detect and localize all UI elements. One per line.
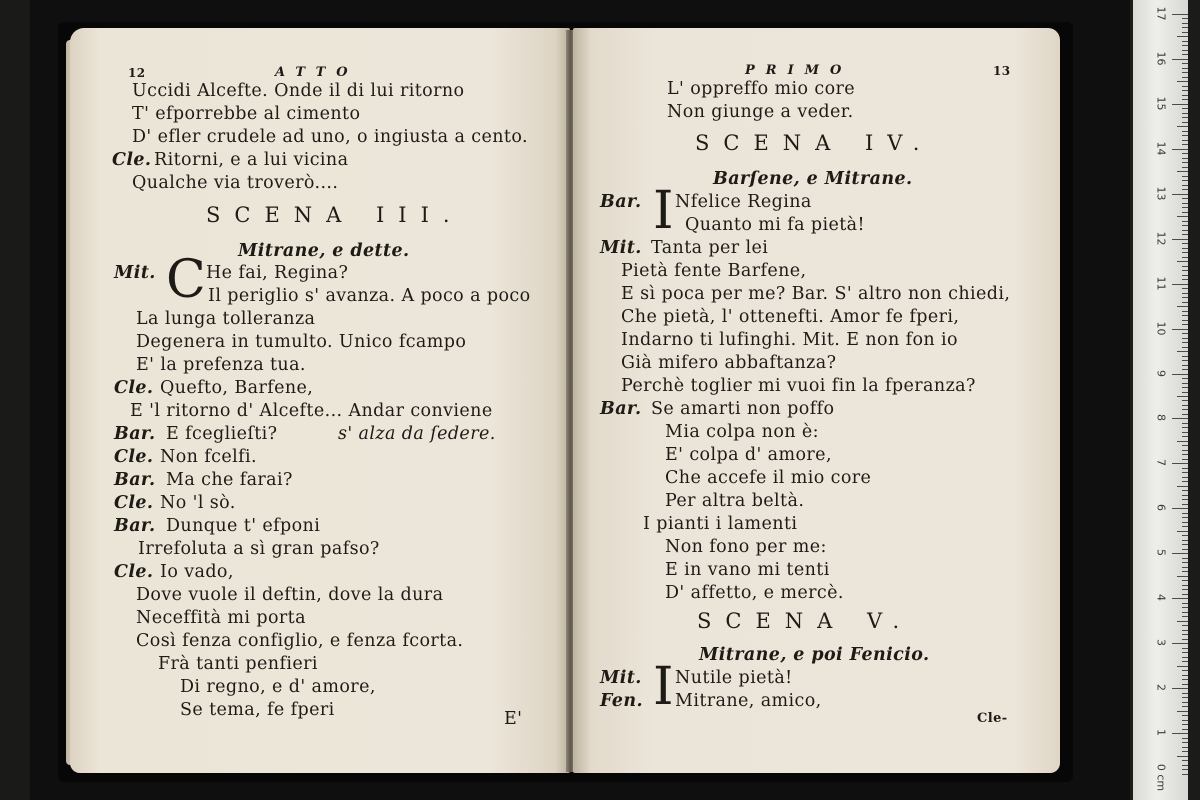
ruler-label: 16 bbox=[1154, 51, 1168, 66]
speaker-label: Bar. bbox=[114, 424, 156, 444]
text-line: E fceglieſti? bbox=[166, 424, 278, 444]
ruler-label: 7 bbox=[1154, 459, 1168, 467]
ruler-label: 8 bbox=[1154, 414, 1168, 422]
text-line: La lunga tolleranza bbox=[136, 309, 316, 329]
text-line: Non fcelfi. bbox=[160, 447, 257, 467]
text-line: Qualche via troverò.... bbox=[132, 173, 339, 193]
text-line: D' affetto, e mercè. bbox=[665, 583, 844, 603]
ruler-tick bbox=[1172, 463, 1188, 464]
stage-direction: Barſene, e Mitrane. bbox=[713, 169, 913, 189]
text-line: Quanto mi fa pietà! bbox=[685, 215, 865, 235]
ruler-label: 15 bbox=[1154, 96, 1168, 111]
text-line: Tanta per lei bbox=[651, 238, 769, 258]
ruler-tick bbox=[1172, 508, 1188, 509]
text-line: Il periglio s' avanza. A poco a poco bbox=[208, 286, 531, 306]
text-line: E 'l ritorno d' Alcefte... Andar conviene bbox=[130, 401, 493, 421]
text-line: He fai, Regina? bbox=[206, 263, 349, 283]
text-line: Se amarti non poffo bbox=[651, 399, 835, 419]
catchword: E' bbox=[504, 709, 523, 729]
text-line: Ma che farai? bbox=[166, 470, 293, 490]
ruler-tick bbox=[1177, 621, 1188, 622]
ruler-tick bbox=[1177, 306, 1188, 307]
text-line: Per altra beltà. bbox=[665, 491, 805, 511]
measuring-ruler bbox=[1133, 0, 1191, 800]
speaker-label: Cle. bbox=[114, 447, 154, 467]
ruler-label: 11 bbox=[1154, 276, 1168, 291]
speaker-label: Cle. bbox=[114, 378, 154, 398]
scene-heading: SCENA III. bbox=[206, 203, 464, 227]
text-line: Dove vuole il deftin, dove la dura bbox=[136, 585, 444, 605]
text-line: E' colpa d' amore, bbox=[665, 445, 832, 465]
text-line: I pianti i lamenti bbox=[643, 514, 798, 534]
text-line: E sì poca per me? Bar. S' altro non chiedi, bbox=[621, 284, 1011, 304]
text-line: D' efler crudele ad uno, o ingiusta a cento. bbox=[132, 127, 528, 147]
speaker-label: Mit. bbox=[600, 238, 642, 258]
drop-cap: C bbox=[166, 250, 206, 310]
speaker-label: Bar. bbox=[114, 516, 156, 536]
ruler-label: 0 cm bbox=[1154, 763, 1168, 792]
ruler-tick bbox=[1172, 733, 1188, 734]
text-line: Irrefoluta a sì gran pafso? bbox=[138, 539, 380, 559]
speaker-label: Fen. bbox=[600, 691, 644, 711]
speaker-label: Cle. bbox=[114, 562, 154, 582]
ruler-label: 13 bbox=[1154, 186, 1168, 201]
text-line: Quefto, Barfene, bbox=[160, 378, 314, 398]
ruler-tick bbox=[1172, 14, 1188, 15]
text-line: Di regno, e d' amore, bbox=[180, 677, 376, 697]
speaker-label: Mit. bbox=[600, 668, 642, 688]
ruler-tick bbox=[1177, 576, 1188, 577]
text-line: Già mifero abbaftanza? bbox=[621, 353, 837, 373]
ruler-label: 12 bbox=[1154, 231, 1168, 246]
ruler-tick bbox=[1172, 374, 1188, 375]
stage-direction: Mitrane, e poi Fenicio. bbox=[699, 645, 930, 665]
ruler-tick bbox=[1177, 36, 1188, 37]
ruler-tick bbox=[1177, 756, 1188, 757]
ruler-tick bbox=[1172, 598, 1188, 599]
right-page bbox=[573, 28, 1060, 773]
ruler-label: 9 bbox=[1154, 369, 1168, 377]
text-line: Mia colpa non è: bbox=[665, 422, 819, 442]
text-line: L' oppreffo mio core bbox=[667, 79, 856, 99]
ruler-tick bbox=[1172, 239, 1188, 240]
ruler-tick bbox=[1172, 418, 1188, 419]
ruler-tick bbox=[1177, 351, 1188, 352]
text-line: Neceffità mi porta bbox=[136, 608, 306, 628]
page-number: 12 bbox=[128, 66, 146, 80]
text-line: Nutile pietà! bbox=[675, 668, 793, 688]
text-line: Così fenza configlio, e fenza fcorta. bbox=[136, 631, 464, 651]
speaker-label: Bar. bbox=[600, 399, 642, 419]
text-line: Mitrane, amico, bbox=[675, 691, 822, 711]
text-line: Frà tanti penfieri bbox=[158, 654, 318, 674]
ruler-tick bbox=[1177, 711, 1188, 712]
speaker-label: Bar. bbox=[114, 470, 156, 490]
drop-cap: I bbox=[653, 181, 674, 241]
ruler-label: 3 bbox=[1154, 639, 1168, 647]
ruler-tick bbox=[1177, 531, 1188, 532]
speaker-label: Cle. bbox=[114, 493, 154, 513]
text-line: Degenera in tumulto. Unico fcampo bbox=[136, 332, 467, 352]
ruler-tick bbox=[1172, 59, 1188, 60]
running-head: ATTO bbox=[275, 65, 359, 80]
speaker-label: Bar. bbox=[600, 192, 642, 212]
text-line: Non giunge a veder. bbox=[667, 102, 854, 122]
ruler-tick bbox=[1177, 261, 1188, 262]
speaker-label: Mit. bbox=[114, 263, 156, 283]
text-line: Ritorni, e a lui vicina bbox=[154, 150, 349, 170]
speaker-label: Cle. bbox=[112, 150, 152, 170]
stage-direction: Mitrane, e dette. bbox=[238, 241, 410, 261]
ruler-tick bbox=[1177, 441, 1188, 442]
ruler-tick bbox=[1172, 688, 1188, 689]
text-line: T' efporrebbe al cimento bbox=[132, 104, 361, 124]
ruler-label: 14 bbox=[1154, 141, 1168, 156]
text-line: Dunque t' efponi bbox=[166, 516, 321, 536]
text-line: Pietà fente Barfene, bbox=[621, 261, 807, 281]
ruler-tick bbox=[1172, 104, 1188, 105]
drop-cap: I bbox=[653, 657, 674, 717]
ruler-label: 10 bbox=[1154, 321, 1168, 336]
ruler-tick bbox=[1177, 171, 1188, 172]
running-head: PRIMO bbox=[745, 63, 853, 78]
text-line: Se tema, fe fperi bbox=[180, 700, 335, 720]
ruler-tick bbox=[1172, 553, 1188, 554]
ruler-tick bbox=[1177, 216, 1188, 217]
ruler-label: 1 bbox=[1154, 729, 1168, 737]
ruler-tick bbox=[1172, 194, 1188, 195]
text-line: Nfelice Regina bbox=[675, 192, 812, 212]
ruler-label: 2 bbox=[1154, 684, 1168, 692]
left-page bbox=[70, 28, 570, 773]
ruler-tick bbox=[1177, 81, 1188, 82]
text-line: Indarno ti lufinghi. Mit. E non fon io bbox=[621, 330, 958, 350]
scene-heading: SCENA V. bbox=[697, 609, 914, 633]
ruler-tick bbox=[1172, 643, 1188, 644]
text-line: Che accefe il mio core bbox=[665, 468, 872, 488]
text-line: Che pietà, l' ottenefti. Amor fe fperi, bbox=[621, 307, 960, 327]
text-line: No 'l sò. bbox=[160, 493, 236, 513]
ruler-label: 5 bbox=[1154, 549, 1168, 557]
ruler-label: 4 bbox=[1154, 594, 1168, 602]
ruler-label: 17 bbox=[1154, 6, 1168, 21]
page-number: 13 bbox=[993, 64, 1011, 78]
stage-direction: s' alza da ſedere. bbox=[338, 424, 496, 444]
text-line: E in vano mi tenti bbox=[665, 560, 830, 580]
ruler-tick bbox=[1172, 284, 1188, 285]
text-line: Uccidi Alcefte. Onde il di lui ritorno bbox=[132, 81, 465, 101]
ruler-tick bbox=[1177, 486, 1188, 487]
ruler-tick bbox=[1177, 396, 1188, 397]
text-line: E' la prefenza tua. bbox=[136, 355, 306, 375]
ruler-tick bbox=[1177, 126, 1188, 127]
text-line: Perchè toglier mi vuoi fin la fperanza? bbox=[621, 376, 976, 396]
catchword: Cle- bbox=[977, 711, 1008, 726]
ruler-tick bbox=[1172, 329, 1188, 330]
text-line: Io vado, bbox=[160, 562, 234, 582]
ruler-label: 6 bbox=[1154, 504, 1168, 512]
ruler-tick bbox=[1177, 666, 1188, 667]
scene-heading: SCENA IV. bbox=[695, 131, 934, 155]
ruler-edge bbox=[1188, 0, 1200, 800]
text-line: Non fono per me: bbox=[665, 537, 827, 557]
ruler-tick bbox=[1172, 149, 1188, 150]
